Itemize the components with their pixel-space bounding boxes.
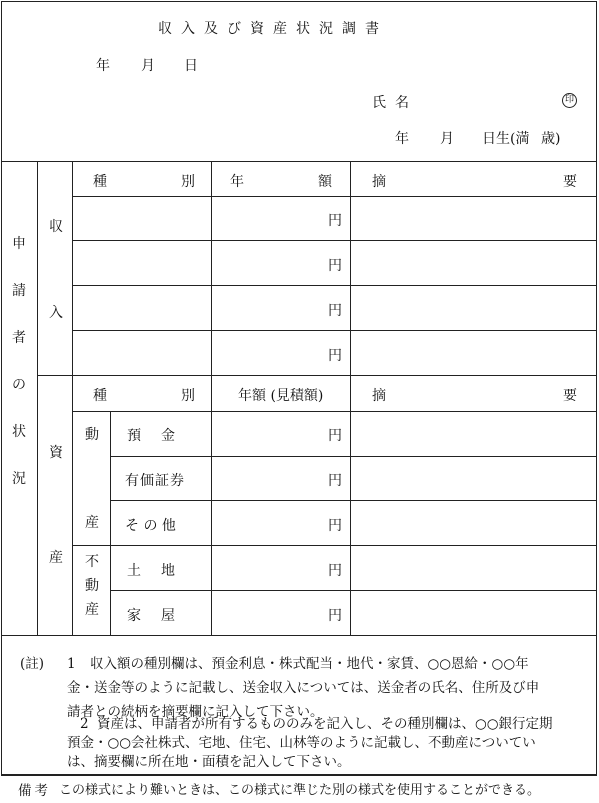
note-1-number: 1 bbox=[67, 656, 76, 672]
asset-yen: 円 bbox=[328, 608, 342, 624]
assets-row-line bbox=[110, 590, 597, 591]
income-header-line bbox=[72, 196, 597, 197]
note-1-line-1: 収入額の種別欄は、預金利息・株式配当・地代・家賃、○○恩給・○○年 bbox=[90, 656, 529, 672]
asset-col-type: 種 別 bbox=[93, 388, 195, 404]
assets-header-line bbox=[72, 411, 597, 412]
applicant-column-line bbox=[37, 161, 38, 635]
birth-day-age: 日生(満 bbox=[482, 131, 530, 147]
birth-month: 月 bbox=[440, 131, 454, 147]
note-1-line-3: 請者との続柄を摘要欄に記入して下さい。 bbox=[67, 704, 324, 720]
asset-row-securities: 有価証券 bbox=[125, 473, 185, 489]
asset-yen: 円 bbox=[328, 428, 342, 444]
asset-row-land: 土 地 bbox=[127, 563, 178, 579]
asset-row-house: 家 屋 bbox=[127, 608, 178, 624]
birth-year: 年 bbox=[395, 131, 409, 147]
amount-summary-line bbox=[350, 161, 351, 635]
income-yen: 円 bbox=[328, 213, 342, 229]
note-2-line-1: 資産は、申請者が所有するもののみを記入し、その種別欄は、○○銀行定期 bbox=[97, 716, 553, 732]
asset-yen: 円 bbox=[328, 473, 342, 489]
assets-row-line bbox=[110, 456, 597, 457]
notes-bottom-line bbox=[1, 775, 597, 776]
date-year: 年 bbox=[96, 58, 110, 74]
date-month: 月 bbox=[141, 58, 155, 74]
name-label: 氏名 bbox=[372, 95, 418, 111]
notes-label: (註) bbox=[20, 656, 45, 672]
income-row-line bbox=[72, 330, 597, 331]
type-amount-line bbox=[211, 161, 212, 635]
date-day: 日 bbox=[184, 58, 198, 74]
asset-col-summary: 摘 要 bbox=[372, 388, 577, 404]
income-yen: 円 bbox=[328, 303, 342, 319]
remark-text: この様式により難いときは、この様式に準じた別の様式を使用することができる。 bbox=[59, 783, 541, 798]
asset-yen: 円 bbox=[328, 518, 342, 534]
age-unit: 歳) bbox=[541, 131, 561, 147]
remark-label: 備考 bbox=[18, 783, 51, 799]
applicant-status-label: 申 請 者 の 状 況 bbox=[12, 236, 26, 487]
seal-mark: 印 bbox=[562, 93, 577, 108]
asset-col-amount: 年額 (見積額) bbox=[238, 388, 324, 404]
movable-label: 動 産 bbox=[85, 427, 99, 531]
note-1-line-2: 金・送金等のように記載し、送金収入については、送金者の氏名、住所及び申 bbox=[67, 680, 540, 696]
income-label: 収 入 bbox=[49, 219, 63, 321]
note-2-line-3: は、摘要欄に所在地・面積を記入して下さい。 bbox=[67, 754, 351, 770]
section-column-line bbox=[72, 161, 73, 635]
asset-row-deposit: 預 金 bbox=[127, 428, 178, 444]
income-assets-divider bbox=[37, 375, 597, 376]
income-yen: 円 bbox=[328, 348, 342, 364]
movable-immovable-divider bbox=[72, 545, 597, 546]
assets-label: 資 産 bbox=[49, 445, 63, 566]
table-top-line bbox=[1, 161, 597, 162]
note-2-line-2: 預金・○○会社株式、宅地、住宅、山林等のように記載し、不動産についてい bbox=[67, 735, 536, 751]
income-col-type: 種 別 bbox=[93, 174, 195, 190]
immovable-label: 不 動 産 bbox=[85, 554, 99, 618]
asset-yen: 円 bbox=[328, 563, 342, 579]
income-col-amount: 年 額 bbox=[230, 174, 332, 190]
form-title: 収入及び資産状況調書 bbox=[158, 21, 388, 37]
note-2-number: 2 bbox=[80, 716, 89, 732]
table-bottom-line bbox=[1, 635, 597, 636]
income-row-line bbox=[72, 285, 597, 286]
subsection-column-line bbox=[110, 411, 111, 635]
income-col-summary: 摘 要 bbox=[372, 174, 577, 190]
assets-row-line bbox=[110, 500, 597, 501]
income-row-line bbox=[72, 240, 597, 241]
asset-row-other: そ の 他 bbox=[125, 518, 176, 534]
income-yen: 円 bbox=[328, 258, 342, 274]
